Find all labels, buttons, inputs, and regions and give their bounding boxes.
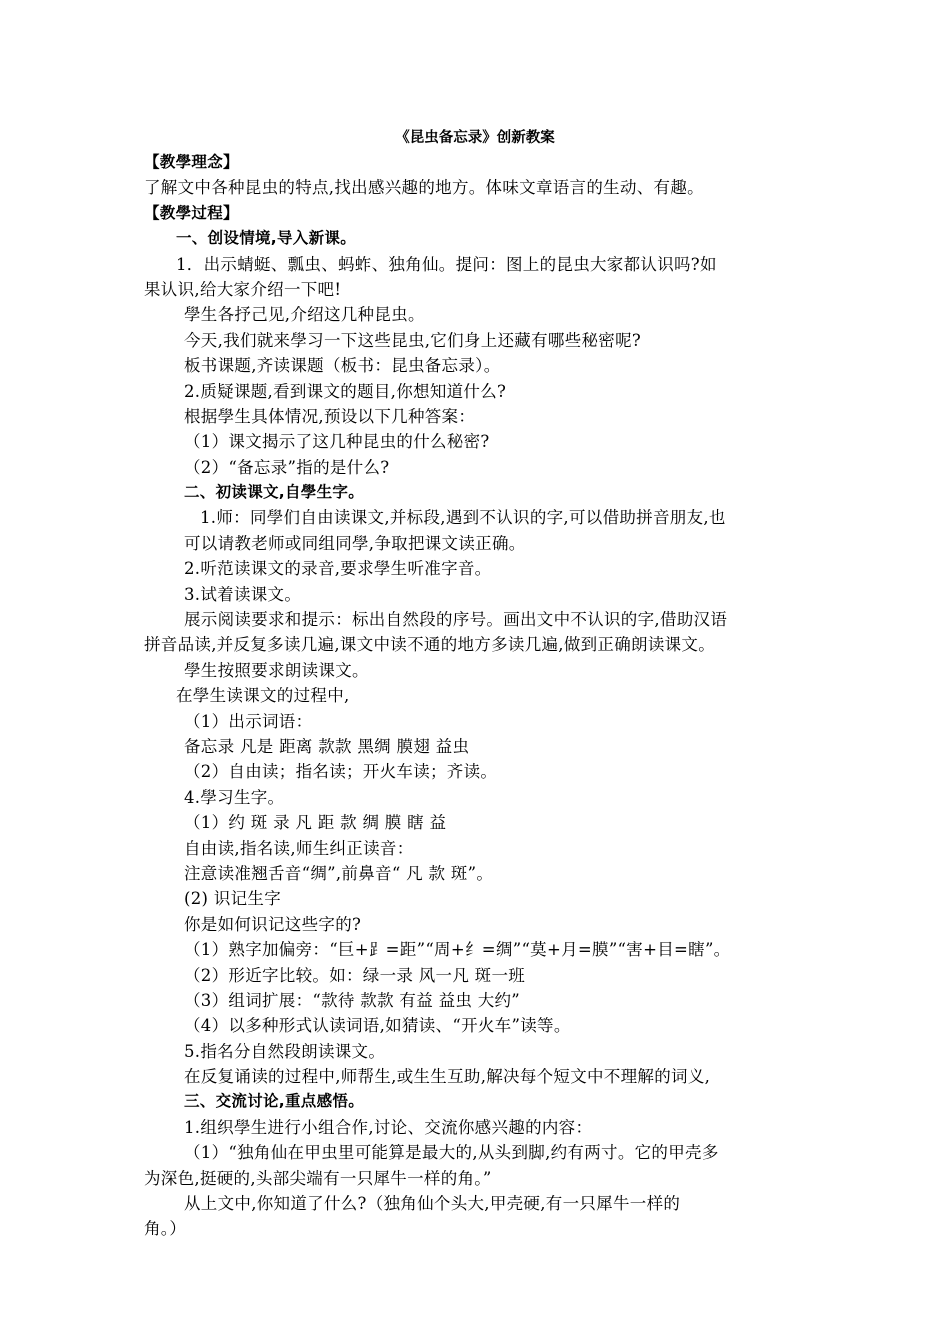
- body-line: （2）形近字比较。如：绿一录 风一凡 斑一班: [184, 965, 526, 985]
- body-line: （2）自由读；指名读；开火车读；齐读。: [184, 762, 498, 782]
- body-line: 3.试着读课文。: [184, 584, 302, 604]
- body-line: （2）“备忘录”指的是什么?: [184, 457, 390, 477]
- body-line: 可以请教老师或同组同學,争取把课文读正确。: [184, 533, 526, 553]
- body-line: （1）课文揭示了这几种昆虫的什么秘密?: [184, 432, 490, 452]
- body-line: （4）以多种形式认读词语,如猜读、“开火车”读等。: [184, 1016, 571, 1036]
- body-line: 拼音品读,并反复多读几遍,课文中读不通的地方多读几遍,做到正确朗读课文。: [144, 635, 716, 655]
- body-line: 了解文中各种昆虫的特点,找出感兴趣的地方。体味文章语言的生动、有趣。: [144, 178, 704, 198]
- body-line: 1.组织學生进行小组合作,讨论、交流你感兴趣的内容：: [184, 1117, 593, 1137]
- body-line: （1）“独角仙在甲虫里可能算是最大的,从头到脚,约有两寸。它的甲壳多: [184, 1143, 719, 1163]
- body-line: (2) 识记生字: [184, 889, 282, 909]
- body-line: 果认识,给大家介绍一下吧!: [144, 279, 342, 299]
- body-line: 备忘录 凡是 距离 款款 黑绸 膜翅 益虫: [184, 736, 470, 756]
- body-line: 板书课题,齐读课题（板书：昆虫备忘录）。: [184, 356, 501, 376]
- body-line: 注意读准翘舌音“绸”,前鼻音“ 凡 款 斑”。: [184, 863, 494, 883]
- body-line: （3）组词扩展：“款待 款款 有益 益虫 大约”: [184, 990, 521, 1010]
- body-line: （1）熟字加偏旁：“巨+⻊=距”“周+纟=绸”“莫+月=膜”“害+目=瞎”。: [184, 940, 731, 960]
- body-line: 2.质疑课题,看到课文的题目,你想知道什么?: [184, 381, 507, 401]
- body-line: 从上文中,你知道了什么?（独角仙个头大,甲壳硬,有一只犀牛一样的: [184, 1194, 681, 1214]
- body-line: 角。）: [144, 1219, 187, 1239]
- body-line: 1.师：同學们自由读课文,并标段,遇到不认识的字,可以借助拼音朋友,也: [200, 508, 726, 528]
- body-line: 5.指名分自然段朗读课文。: [184, 1041, 386, 1061]
- document-body: [144, 150, 824, 1242]
- body-line: 为深色,挺硬的,头部尖端有一只犀牛一样的角。”: [144, 1168, 492, 1188]
- body-line: 根据學生具体情况,预设以下几种答案：: [184, 406, 476, 426]
- body-line: 今天,我们就来學习一下这些昆虫,它们身上还藏有哪些秘密呢?: [184, 330, 642, 350]
- document-title: 《昆虫备忘录》创新教案: [395, 130, 555, 146]
- section-heading: 【教學过程】: [144, 203, 239, 222]
- section-heading: 【教學理念】: [144, 153, 239, 171]
- body-line: （1）约 斑 录 凡 距 款 绸 膜 瞎 益: [184, 813, 447, 833]
- body-line: （1）出示词语：: [184, 711, 313, 731]
- body-line: 1．出示蜻蜓、瓢虫、蚂蚱、独角仙。提问：图上的昆虫大家都认识吗?如: [176, 254, 717, 274]
- body-line: 學生各抒己见,介绍这几种昆虫。: [184, 305, 425, 325]
- body-line: 展示阅读要求和提示：标出自然段的序号。画出文中不认识的字,借助汉语: [184, 610, 728, 630]
- body-line: 學生按照要求朗读课文。: [184, 660, 369, 680]
- body-line: 在反复诵读的过程中,师帮生,或生生互助,解决每个短文中不理解的词义,: [184, 1067, 711, 1087]
- body-line: 在學生读课文的过程中,: [176, 686, 350, 706]
- body-line: 你是如何识记这些字的?: [184, 914, 362, 934]
- section-heading: 二、初读课文,自學生字。: [184, 483, 364, 502]
- body-line: 2.听范读课文的录音,要求學生听准字音。: [184, 559, 492, 579]
- body-line: 自由读,指名读,师生纠正读音：: [184, 838, 414, 858]
- section-heading: 一、创设情境,导入新课。: [176, 229, 356, 248]
- section-heading: 三、交流讨论,重点感悟。: [184, 1092, 364, 1111]
- body-line: 4.學习生字。: [184, 787, 285, 807]
